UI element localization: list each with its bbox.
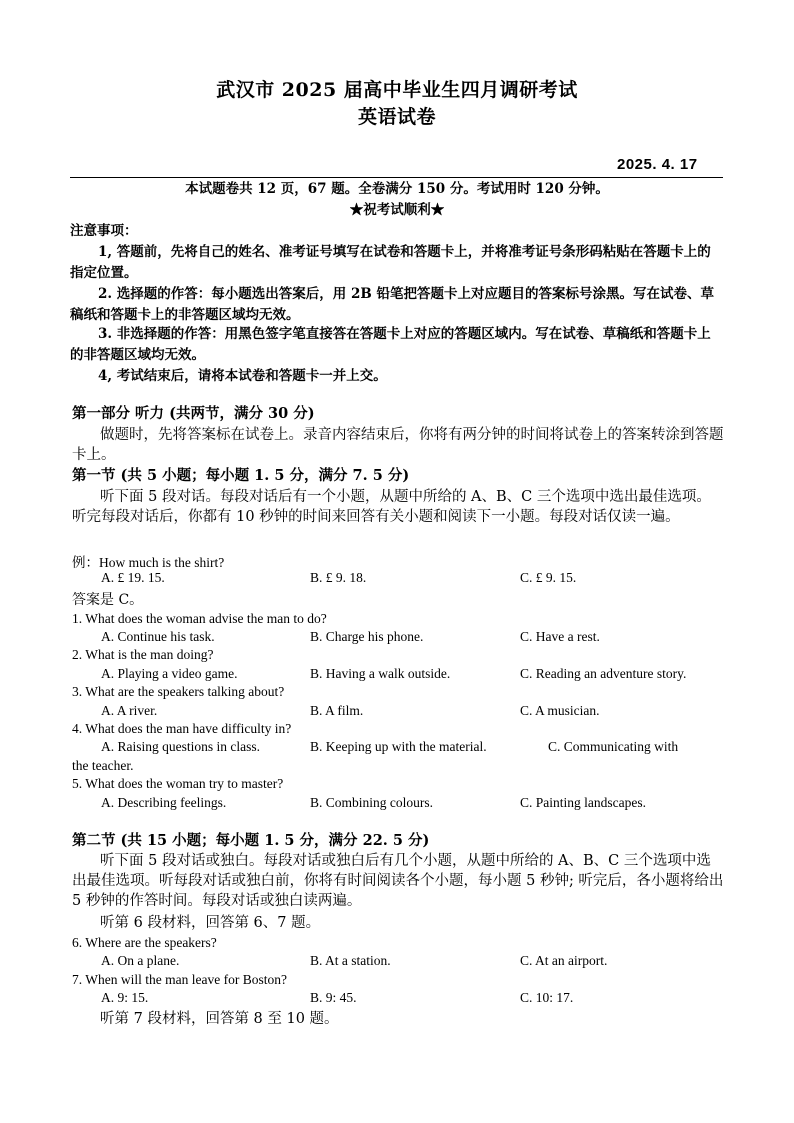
q3-option-a: A. A river. xyxy=(101,703,158,718)
question-5: 5. What does the woman try to master? xyxy=(72,776,284,791)
example-option-c: C. £ 9. 15. xyxy=(520,570,577,585)
q5-option-c: C. Painting landscapes. xyxy=(520,795,646,810)
notes-heading: 注意事项： xyxy=(70,223,138,239)
example-option-a: A. £ 19. 15. xyxy=(101,570,165,585)
question-3: 3. What are the speakers talking about? xyxy=(72,684,285,699)
part1-intro: 做题时，先将答案标在试卷上。录音内容结束后，你将有两分钟的时间将试卷上的答案转涂到答题卡上。 xyxy=(72,427,724,463)
exam-wish: ★祝考试顺利★ xyxy=(349,202,445,218)
q5-option-b: B. Combining colours. xyxy=(310,795,434,810)
exam-subtitle: 英语试卷 xyxy=(357,106,436,128)
example-question: 例：How much is the shirt? xyxy=(72,555,225,570)
q4-option-b: B. Keeping up with the material. xyxy=(310,739,487,754)
question-1: 1. What does the woman advise the man to do? xyxy=(72,611,327,626)
q1-option-a: A. Continue his task. xyxy=(101,629,215,644)
listen-6-instruction: 听第 6 段材料，回答第 6、7 题。 xyxy=(100,915,321,931)
q4-option-c-wrap: the teacher. xyxy=(72,758,134,773)
section1-heading: 第一节 (共 5 小题；每小题 1. 5 分，满分 7. 5 分) xyxy=(72,467,410,484)
exam-info: 本试题卷共 12 页，67 题。全卷满分 150 分。考试用时 120 分钟。 xyxy=(185,181,609,197)
q2-option-b: B. Having a walk outside. xyxy=(310,666,451,681)
q1-option-b: B. Charge his phone. xyxy=(310,629,424,644)
q5-option-a: A. Describing feelings. xyxy=(101,795,227,810)
q3-option-c: C. A musician. xyxy=(520,703,600,718)
q1-option-c: C. Have a rest. xyxy=(520,629,600,644)
exam-date: 2025. 4. 17 xyxy=(617,156,698,173)
listen-7-instruction: 听第 7 段材料，回答第 8 至 10 题。 xyxy=(100,1011,339,1027)
q2-option-a: A. Playing a video game. xyxy=(101,666,238,681)
example-answer: 答案是 C。 xyxy=(72,592,144,608)
q4-option-c: C. Communicating with xyxy=(548,739,679,754)
example-option-b: B. £ 9. 18. xyxy=(310,570,367,585)
q4-option-a: A. Raising questions in class. xyxy=(101,739,260,754)
q7-option-a: A. 9: 15. xyxy=(101,990,149,1005)
part1-heading: 第一部分 听力 (共两节，满分 30 分) xyxy=(72,405,315,422)
exam-title: 武汉市 2025 届高中毕业生四月调研考试 xyxy=(216,79,578,101)
note-4: 4, 考试结束后，请将本试卷和答题卡一并上交。 xyxy=(98,368,387,384)
question-2: 2. What is the man doing? xyxy=(72,647,214,662)
q7-option-c: C. 10: 17. xyxy=(520,990,574,1005)
q7-option-b: B. 9: 45. xyxy=(310,990,357,1005)
q2-option-c: C. Reading an adventure story. xyxy=(520,666,687,681)
note-3: 3. 非选择题的作答：用黑色签字笔直接答在答题卡上对应的答题区域内。写在试卷、草稿纸和答题卡上的非答题区域均无效。 xyxy=(70,326,711,363)
note-2: 2. 选择题的作答：每小题选出答案后，用 2B 铅笔把答题卡上对应题目的答案标号涂黑。写在试卷、草稿纸和答题卡上的非答题区域均无效。 xyxy=(70,286,714,323)
question-7: 7. When will the man leave for Boston? xyxy=(72,972,287,987)
q3-option-b: B. A film. xyxy=(310,703,364,718)
q6-option-c: C. At an airport. xyxy=(520,953,608,968)
header-divider xyxy=(70,177,723,178)
section2-heading: 第二节 (共 15 小题；每小题 1. 5 分，满分 22. 5 分) xyxy=(72,832,430,849)
section2-intro: 听下面 5 段对话或独白。每段对话或独白后有几个小题，从题中所给的 A、B、C 三个选项中选出最佳选项。听每段对话或独白前，你将有时间阅读各个小题，每小题 5 秒钟; 听完后，各小题将给出 5 秒钟的作答时间。每段对话或独白读两遍。 xyxy=(72,853,724,909)
note-1: 1, 答题前，先将自己的姓名、准考证号填写在试卷和答题卡上，并将准考证号条形码粘贴在答题卡上的指定位置。 xyxy=(70,244,711,281)
section1-intro: 听下面 5 段对话。每段对话后有一个小题，从题中所给的 A、B、C 三个选项中选出最佳选项。听完每段对话后，你都有 10 秒钟的时间来回答有关小题和阅读下一小题。每段对话仅读一遍。 xyxy=(72,489,711,525)
question-6: 6. Where are the speakers? xyxy=(72,935,217,950)
q6-option-a: A. On a plane. xyxy=(101,953,180,968)
q6-option-b: B. At a station. xyxy=(310,953,391,968)
question-4: 4. What does the man have difficulty in? xyxy=(72,721,292,736)
